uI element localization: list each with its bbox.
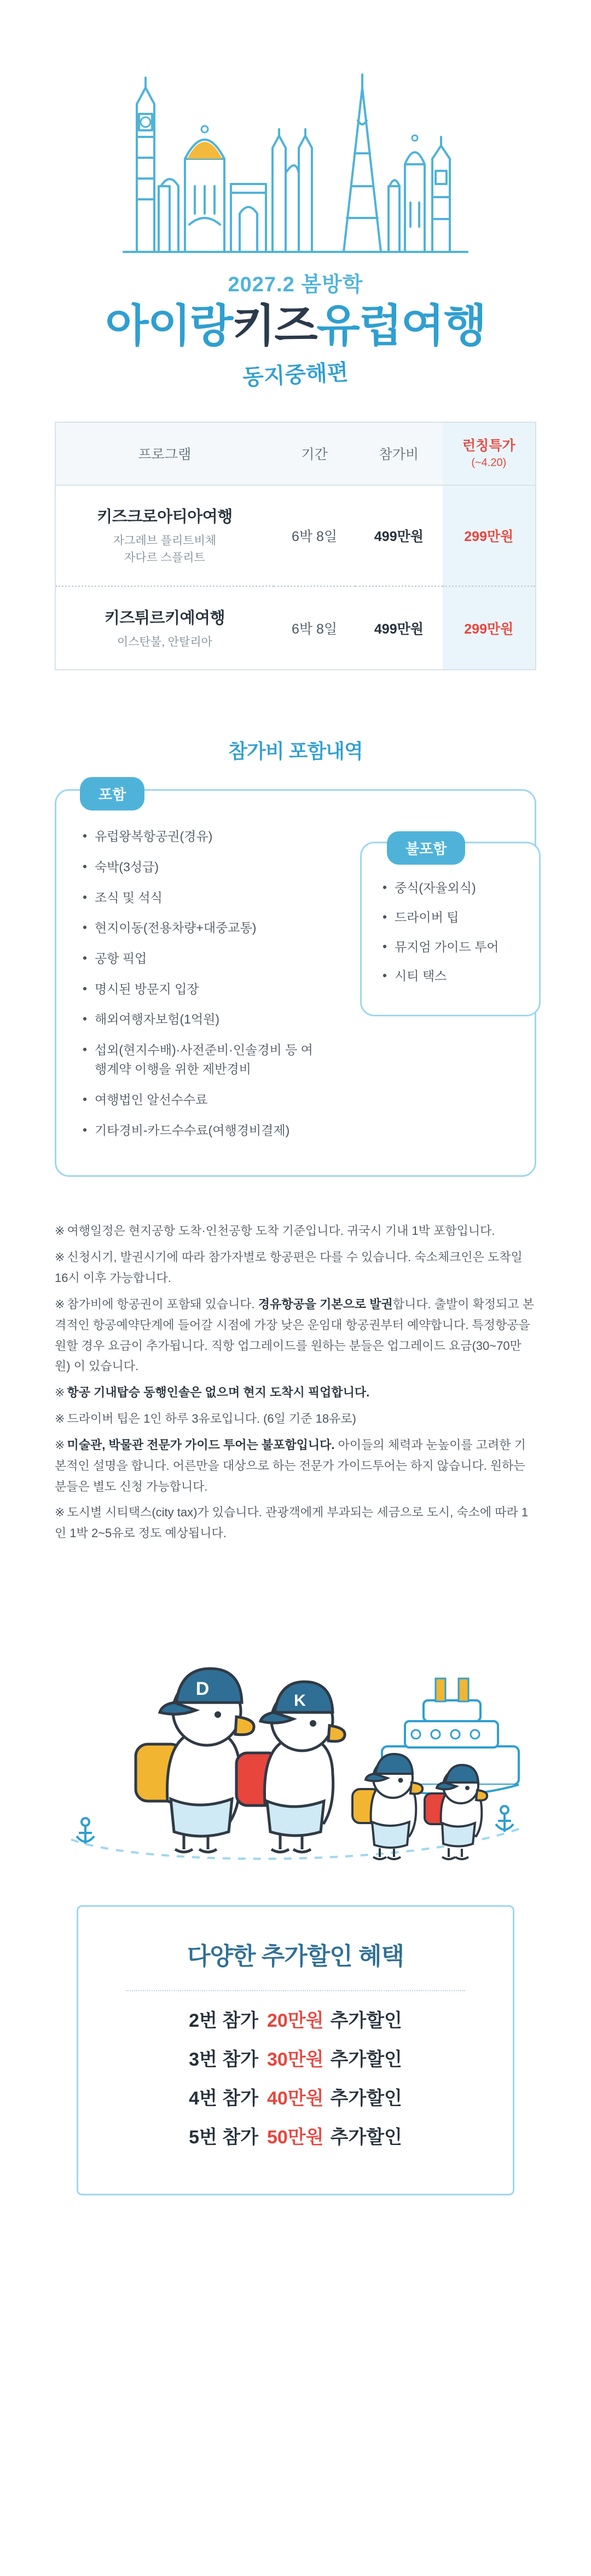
ducks-walking-illustration bbox=[0, 1582, 591, 1889]
discount-suffix: 추가할인 bbox=[330, 2088, 402, 2109]
list-item: • 유럽왕복항공권(경유) bbox=[78, 827, 513, 847]
table-cell-period: 6박 8일 bbox=[292, 622, 338, 637]
price-table-head bbox=[56, 423, 535, 485]
asterisk-icon: ※ bbox=[55, 1297, 65, 1311]
note-text: 여행일정은 현지공항 도착·인천공항 도착 기준입니다. 귀국시 기내 1박 포함입니다. bbox=[67, 1224, 495, 1238]
table-cell-program bbox=[56, 485, 274, 586]
note-text: 참가비에 항공권이 포함돼 있습니다. bbox=[67, 1297, 258, 1311]
asterisk-icon: ※ bbox=[55, 1412, 65, 1426]
notes-section bbox=[55, 1221, 536, 1544]
discount-count: 5번 참가 bbox=[189, 2126, 258, 2148]
title-part-3: 유럽여행 bbox=[316, 301, 486, 351]
note-item bbox=[55, 1294, 536, 1377]
table-row[interactable] bbox=[56, 485, 535, 586]
program-name: 키즈튀르키예여행 bbox=[104, 609, 225, 627]
table-cell-promo: 299만원 bbox=[443, 586, 535, 669]
list-item: • 시티 택스 bbox=[378, 967, 523, 986]
price-table-body bbox=[56, 485, 535, 670]
page-title bbox=[0, 303, 591, 350]
list-item: • 숙박(3성급) bbox=[78, 858, 513, 877]
note-text: 드라이버 팁은 1인 하루 3유로입니다. (6일 기준 18유로) bbox=[67, 1412, 356, 1426]
discount-amount: 50만원 bbox=[266, 2126, 324, 2148]
discount-title: 다양한 추가할인 혜택 bbox=[187, 1942, 404, 1970]
discount-row bbox=[78, 2005, 513, 2032]
table-cell-fee: 499만원 bbox=[355, 485, 442, 586]
asterisk-icon: ※ bbox=[55, 1385, 65, 1400]
table-cell-fee: 499만원 bbox=[374, 622, 424, 637]
asterisk-icon: ※ bbox=[55, 1250, 65, 1264]
discount-amount: 20만원 bbox=[266, 2010, 324, 2031]
included-chip: 포함 bbox=[80, 777, 144, 810]
title-part-1: 아이랑 bbox=[105, 301, 233, 351]
col-header-promo-period: (~4.20) bbox=[471, 456, 507, 469]
list-item: • 섭외(현지수배)·사전준비·인솔경비 등 여행계약 이행을 위한 제반경비 bbox=[78, 1040, 314, 1079]
list-item: • 조식 및 석식 bbox=[78, 888, 513, 908]
list-item: • 드라이버 팁 bbox=[378, 908, 523, 928]
discount-suffix: 추가할인 bbox=[330, 2126, 402, 2148]
note-item bbox=[55, 1408, 536, 1429]
note-text-cont: 합니다. 출발이 확정되고 본격적인 항공예약단계에 들어갈 시점에 가장 낮은 운임대 항공권부터 예약합니다. 특정항공을 원할 경우 요금이 추가됩니다. 직항 업그레이드를 원하는 분들은 업그레이드 요금(30~70만원) 이 있습니다. bbox=[55, 1297, 535, 1373]
list-item: • 중식(자율외식) bbox=[378, 878, 523, 898]
note-text: 신청시기, 발권시기에 따라 참가자별로 항공편은 다를 수 있습니다. 숙소체크인은 도착일 16시 이후 가능합니다. bbox=[55, 1250, 523, 1285]
list-item: • 해외여행자보험(1억원) bbox=[78, 1010, 513, 1030]
discount-row bbox=[78, 2044, 513, 2071]
discount-amount: 30만원 bbox=[266, 2049, 324, 2070]
table-cell-period: 6박 8일 bbox=[274, 485, 355, 586]
price-table-container bbox=[55, 422, 536, 670]
table-cell-program bbox=[56, 586, 274, 669]
hero-season-label: 2027.2 봄방학 bbox=[228, 273, 363, 296]
note-text-cont: 아이들의 체력과 눈높이를 고려한 기본적인 설명을 합니다. 어른만을 대상으로 하는 전문가 가이드투어는 하지 않습니다. 원하는 분들은 별도 신청 가능합니다. bbox=[55, 1438, 526, 1493]
table-row[interactable] bbox=[56, 586, 535, 669]
price-table bbox=[56, 423, 535, 669]
hero-subtitle: 동지중해편 bbox=[242, 360, 349, 390]
program-desc-line2: 자다르 스플리트 bbox=[124, 551, 205, 565]
discount-suffix: 추가할인 bbox=[330, 2049, 402, 2070]
excluded-chip: 불포함 bbox=[387, 831, 465, 865]
program-desc bbox=[56, 634, 274, 651]
list-item: • 공항 픽업 bbox=[78, 949, 513, 969]
excluded-box bbox=[360, 842, 541, 1016]
discount-row bbox=[78, 2122, 513, 2149]
note-emphasis: 항공 기내탑승 동행인솔은 없으며 현지 도착시 픽업합니다. bbox=[67, 1385, 370, 1400]
inclusions-section-title: 참가비 포함내역 bbox=[228, 740, 363, 763]
list-item: • 여행법인 알선수수료 bbox=[78, 1090, 513, 1110]
note-emphasis: 미술관, 박물관 전문가 가이드 투어는 불포함입니다. bbox=[67, 1438, 335, 1452]
col-header-fee: 참가비 bbox=[355, 423, 442, 485]
discount-row bbox=[78, 2083, 513, 2110]
divider bbox=[126, 1990, 465, 1991]
note-text: 도시별 시티택스(city tax)가 있습니다. 관광객에게 부과되는 세금으로 도시, 숙소에 따라 1인 1박 2~5유로 정도 예상됩니다. bbox=[55, 1505, 529, 1540]
europe-skyline-icon bbox=[115, 22, 476, 257]
note-item bbox=[55, 1221, 536, 1241]
discount-amount: 40만원 bbox=[266, 2088, 324, 2109]
excluded-list bbox=[378, 878, 523, 986]
note-item bbox=[55, 1435, 536, 1497]
discount-count: 3번 참가 bbox=[189, 2049, 258, 2070]
col-header-promo bbox=[443, 423, 535, 485]
asterisk-icon: ※ bbox=[55, 1224, 65, 1238]
col-header-period: 기간 bbox=[274, 423, 355, 485]
duck-large-second bbox=[236, 1682, 345, 1852]
discount-box bbox=[77, 1905, 514, 2195]
note-item bbox=[55, 1247, 536, 1289]
list-item: • 뮤지엄 가이드 투어 bbox=[378, 938, 523, 957]
discount-count: 4번 참가 bbox=[189, 2088, 258, 2109]
bottom-spacer bbox=[0, 2195, 591, 2261]
list-item: • 현지이동(전용차량+대중교통) bbox=[78, 918, 513, 938]
cap-letter-k: K bbox=[294, 1691, 306, 1710]
program-name: 키즈크로아티아여행 bbox=[97, 508, 233, 526]
col-header-program: 프로그램 bbox=[56, 423, 274, 485]
discount-count: 2번 참가 bbox=[189, 2010, 258, 2031]
list-item: • 명시된 방문지 입장 bbox=[78, 980, 513, 999]
col-header-promo-label: 런칭특가 bbox=[462, 438, 515, 454]
asterisk-icon: ※ bbox=[55, 1438, 65, 1452]
list-item: • 기타경비-카드수수료(여행경비결제) bbox=[78, 1121, 513, 1141]
asterisk-icon: ※ bbox=[55, 1505, 65, 1520]
title-part-2: 키즈 bbox=[232, 301, 317, 351]
inclusions-container bbox=[55, 786, 536, 1177]
program-desc-line1: 자그레브 플리트비체 bbox=[113, 534, 217, 547]
note-emphasis: 경유항공을 기본으로 발권 bbox=[258, 1297, 393, 1311]
duck-small-1 bbox=[352, 1754, 422, 1859]
note-item bbox=[55, 1502, 536, 1544]
cap-letter-d: D bbox=[195, 1678, 210, 1699]
note-item bbox=[55, 1382, 536, 1403]
program-desc-line1: 이스탄불, 안탈리아 bbox=[117, 635, 212, 648]
program-desc bbox=[56, 532, 274, 567]
table-cell-promo: 299만원 bbox=[443, 485, 535, 586]
discount-suffix: 추가할인 bbox=[330, 2010, 402, 2031]
hero-section bbox=[0, 0, 591, 389]
